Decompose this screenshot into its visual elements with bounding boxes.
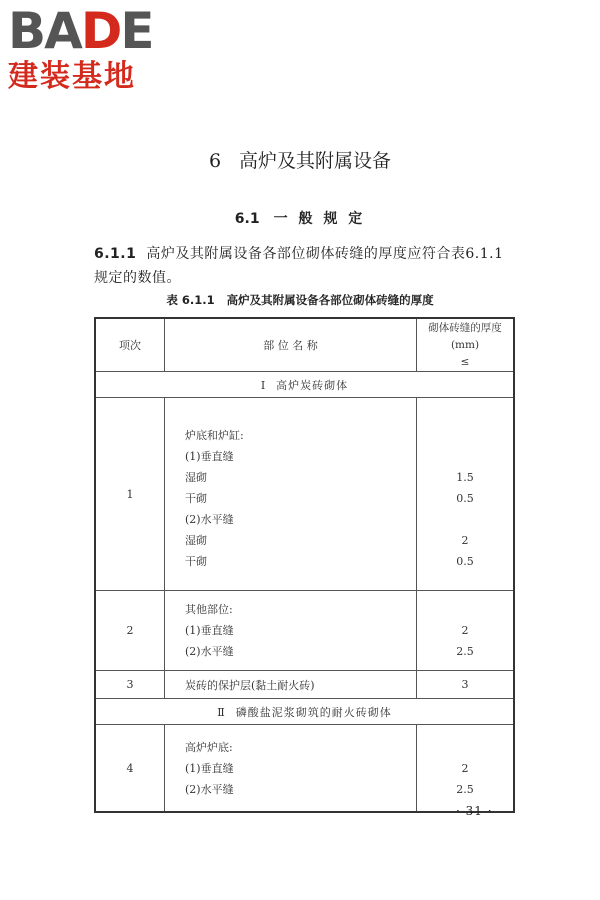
header-part: 部 位 名 称 bbox=[165, 318, 417, 372]
table-header-row bbox=[95, 318, 514, 372]
clause-text: 高炉及其附属设备各部位砌体砖缝的厚度应符合表6.1.1规定的数值。 bbox=[94, 246, 504, 286]
part-list: 其他部位: (1)垂直缝 (2)水平缝 bbox=[165, 591, 417, 671]
section-band-carbon-brick: Ⅰ 高炉炭砖砌体 bbox=[95, 372, 514, 398]
section-number: 6.1 bbox=[234, 211, 260, 227]
part-list: 高炉炉底: (1)垂直缝 (2)水平缝 bbox=[165, 725, 417, 813]
header-thickness: 砌体砖缝的厚度(mm) ≤ bbox=[417, 318, 515, 372]
joint-thickness-table bbox=[94, 317, 515, 813]
value-list: 1.5 0.5 2 0.5 bbox=[417, 398, 515, 591]
table-caption-number: 表 6.1.1 bbox=[166, 293, 215, 307]
logo-subtitle: 建装基地 bbox=[8, 59, 136, 94]
part-list: 炉底和炉缸: (1)垂直缝 湿砌 干砌 (2)水平缝 湿砌 干砌 bbox=[165, 398, 417, 591]
chapter-number: 6 bbox=[208, 150, 222, 172]
logo-wordmark: BADE bbox=[8, 2, 153, 60]
brand-logo bbox=[8, 2, 180, 96]
section-heading bbox=[0, 208, 600, 228]
chapter-title: 高炉及其附属设备 bbox=[239, 150, 392, 172]
clause-paragraph bbox=[94, 242, 514, 290]
header-item: 项次 bbox=[95, 318, 165, 372]
clause-number: 6.1.1 bbox=[94, 246, 137, 262]
section-band-phosphate-brick: Ⅱ 磷酸盐泥浆砌筑的耐火砖砌体 bbox=[95, 699, 514, 725]
table-caption bbox=[0, 292, 600, 308]
table-caption-title: 高炉及其附属设备各部位砌体砖缝的厚度 bbox=[226, 293, 434, 307]
table-row: 4 高炉炉底: (1)垂直缝 (2)水平缝 2 2.5 bbox=[95, 725, 514, 813]
table-row: 2 其他部位: (1)垂直缝 (2)水平缝 2 2.5 bbox=[95, 591, 514, 671]
table-row: 3 炭砖的保护层(黏土耐火砖) 3 bbox=[95, 671, 514, 699]
value-list: 2 2.5 bbox=[417, 725, 515, 813]
chapter-heading bbox=[0, 146, 600, 173]
section-title: 一 般 规 定 bbox=[273, 211, 366, 227]
value-list: 2 2.5 bbox=[417, 591, 515, 671]
page-number: · 31 · bbox=[456, 804, 493, 818]
table-row: 1 炉底和炉缸: (1)垂直缝 湿砌 干砌 (2)水平缝 湿砌 干砌 1.5 0.5 2 0.5 bbox=[95, 398, 514, 591]
